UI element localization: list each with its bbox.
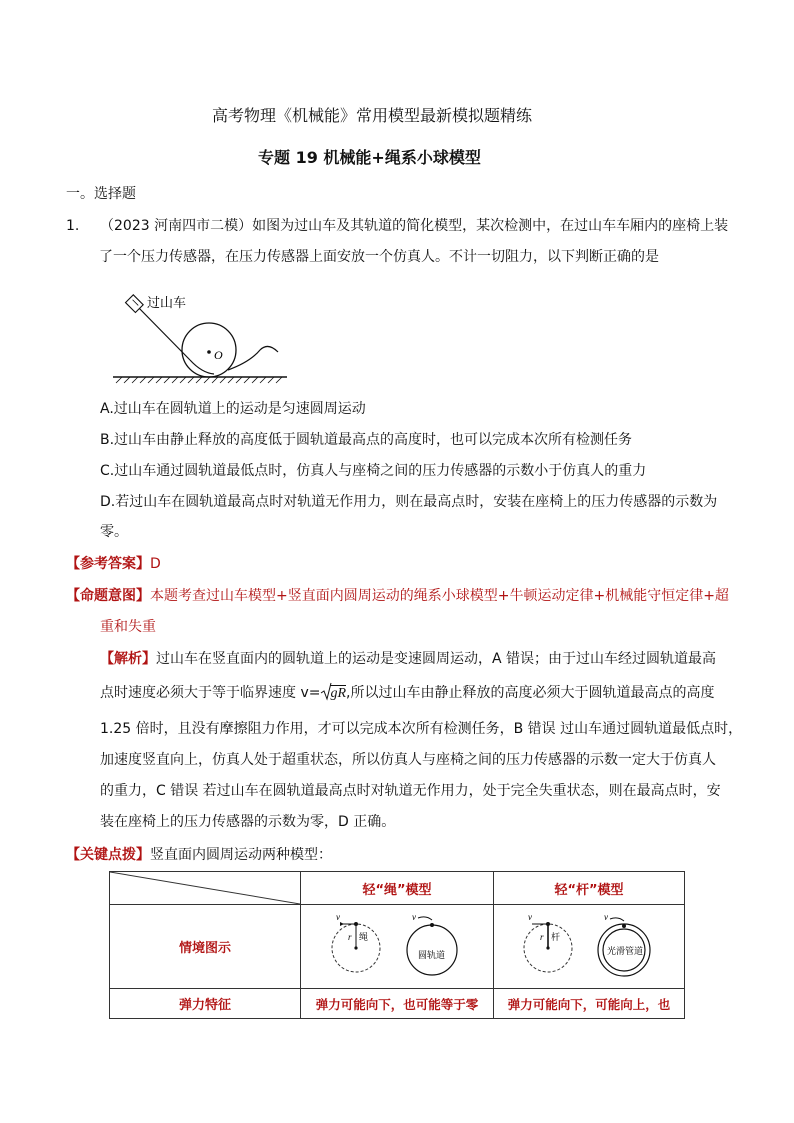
sqrt-expression (320, 683, 346, 704)
table-row-scene (110, 905, 685, 989)
section-heading: 一。选择题 (66, 186, 136, 202)
table-header-row (110, 872, 685, 905)
analysis-label: 【解析】 (100, 651, 156, 667)
keypoint-line (66, 845, 332, 865)
track-v-label: v (412, 911, 416, 922)
intent-line1 (66, 586, 729, 606)
question-number: 1. (66, 218, 80, 234)
track-label: 圆轨道 (418, 950, 446, 961)
rope-model-figure (322, 910, 472, 980)
sqrt-sign (320, 682, 332, 702)
rope-r-label: r (348, 931, 352, 942)
page-subtitle: 专题 19 机械能+绳系小球模型 (258, 148, 481, 167)
keypoint-label: 【关键点拨】 (66, 847, 150, 863)
keypoint-text: 竖直面内圆周运动两种模型： (150, 847, 332, 863)
analysis-line1 (100, 649, 716, 669)
intent-text-1: 本题考查过山车模型+竖直面内圆周运动的绳系小球模型+牛顿运动定律+机械能守恒定律+超 (150, 588, 729, 604)
rope-force-cell: 弹力可能向下，也可能等于零 (301, 989, 494, 1019)
sqrt-radicand: gR (330, 686, 347, 701)
answer-value: D (150, 556, 161, 572)
rod-figures-cell (494, 905, 685, 989)
question-stem-line2: 了一个压力传感器，在压力传感器上面安放一个仿真人。不计一切阻力，以下判断正确的是 (99, 249, 659, 265)
analysis-text-2a: 点时速度必须大于等于临界速度 v= (100, 685, 321, 701)
row-label-force: 弹力特征 (110, 989, 301, 1019)
rod-label: 杆 (551, 932, 561, 943)
models-table (109, 871, 685, 1019)
rod-r-label: r (540, 931, 544, 942)
rope-v-label: v (336, 911, 340, 922)
analysis-text-2b: ,所以过山车由静止释放的高度必须大于圆轨道最高点的高度 (346, 685, 715, 701)
intent-label: 【命题意图】 (66, 588, 150, 604)
car-label: 过山车 (147, 296, 187, 311)
answer-label: 【参考答案】 (66, 556, 150, 572)
analysis-line6: 装在座椅上的压力传感器的示数为零，D 正确。 (100, 814, 396, 830)
center-label: O (214, 348, 223, 362)
pipe-v-label: v (604, 911, 608, 922)
page-title: 高考物理《机械能》常用模型最新模拟题精练 (212, 106, 533, 125)
intent-line2: 重和失重 (100, 619, 156, 635)
option-a: A.过山车在圆轨道上的运动是匀速圆周运动 (100, 401, 366, 417)
table-row-force (110, 989, 685, 1019)
header-rope: 轻“绳”模型 (301, 872, 494, 905)
rope-label: 绳 (359, 932, 369, 943)
roller-coaster-figure (110, 290, 290, 385)
rod-force-cell: 弹力可能向下，可能向上，也 (494, 989, 685, 1019)
rod-v-label: v (528, 911, 532, 922)
pipe-label: 光滑管道 (607, 946, 644, 957)
header-corner-cell (110, 872, 301, 905)
option-b: B.过山车由静止释放的高度低于圆轨道最高点的高度时，也可以完成本次所有检测任务 (100, 432, 633, 448)
row-label-scene: 情境图示 (110, 905, 301, 989)
question-stem-line1: （2023 河南四市二模）如图为过山车及其轨道的简化模型，某次检测中，在过山车车厢内的座椅上装 (100, 218, 729, 234)
rod-model-figure (514, 910, 664, 980)
diagonal-line (110, 872, 300, 904)
analysis-line3: 1.25 倍时，且没有摩擦阻力作用，才可以完成本次所有检测任务，B 错误 过山车通过圆轨道最低点时， (100, 721, 743, 737)
analysis-line5: 的重力，C 错误 若过山车在圆轨道最高点时对轨道无作用力，处于完全失重状态，则在最高点时，安 (100, 783, 721, 799)
analysis-text-1: 过山车在竖直面内的圆轨道上的运动是变速圆周运动，A 错误；由于过山车经过圆轨道最高 (156, 651, 717, 667)
header-rod: 轻“杆”模型 (494, 872, 685, 905)
analysis-line2 (100, 683, 714, 704)
option-d-line1: D.若过山车在圆轨道最高点时对轨道无作用力，则在最高点时，安装在座椅上的压力传感器的示数为 (100, 494, 718, 510)
analysis-line4: 加速度竖直向上，仿真人处于超重状态，所以仿真人与座椅之间的压力传感器的示数一定大于仿真人 (100, 752, 716, 768)
option-d-line2: 零。 (100, 524, 128, 540)
option-c: C.过山车通过圆轨道最低点时，仿真人与座椅之间的压力传感器的示数小于仿真人的重力 (100, 463, 647, 479)
rope-figures-cell (301, 905, 494, 989)
answer-line (66, 554, 161, 574)
